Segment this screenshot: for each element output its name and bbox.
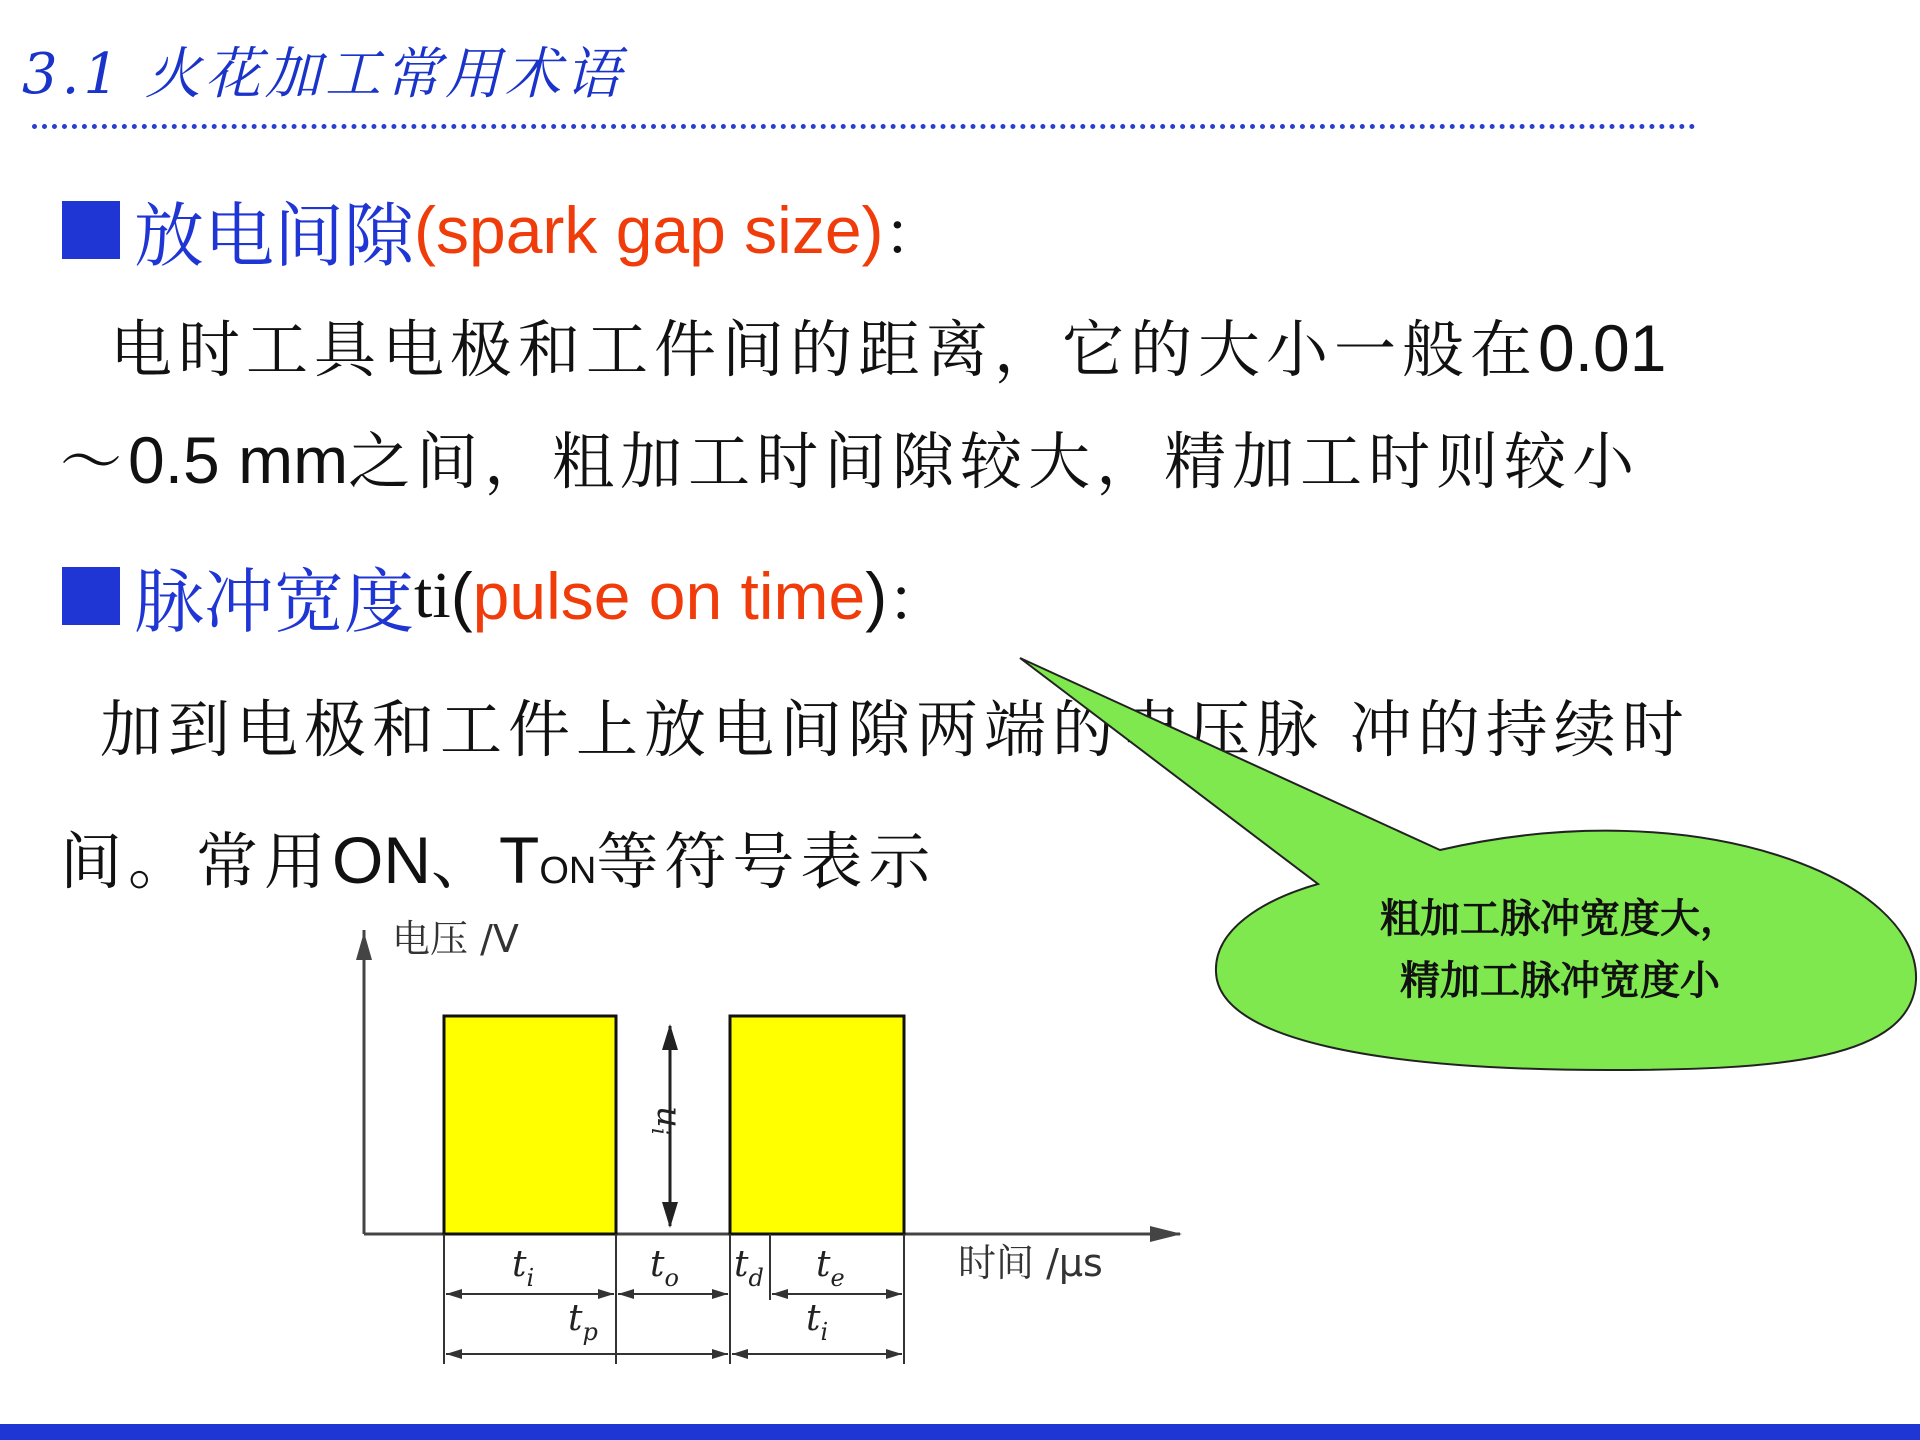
symbol-on: ON xyxy=(332,823,432,897)
slide-title: 3.1 火花加工常用术语 xyxy=(22,42,625,107)
pulse-width-close-paren: ) xyxy=(865,559,888,633)
pulse-1 xyxy=(444,1016,616,1234)
spark-gap-desc-1: 电时工具电极和工件间的距离，它的大小一般在 xyxy=(110,313,1539,386)
pulse-width-colon: ： xyxy=(887,566,948,636)
pulse-diagram xyxy=(356,912,1190,1382)
amplitude-label: ui xyxy=(646,1106,689,1135)
label-td: $t_d$ xyxy=(734,1244,764,1292)
callout-line-2: 精加工脉冲宽度小 xyxy=(1400,958,1720,1004)
spark-gap-en: spark gap size xyxy=(435,193,862,267)
symbol-t: T xyxy=(499,823,540,897)
spark-gap-cn: 放电间隙 xyxy=(134,194,414,277)
x-axis-label: 时间 /μs xyxy=(958,1241,1103,1285)
spark-gap-colon: ： xyxy=(883,200,944,270)
spark-gap-open-paren: ( xyxy=(414,193,436,267)
label-te: $t_e$ xyxy=(816,1244,845,1292)
label-tp: $t_p$ xyxy=(568,1298,598,1346)
pulse-2 xyxy=(730,1016,904,1234)
symbol-t-sub: ON xyxy=(539,850,597,892)
pulse-width-symbol: ti xyxy=(414,559,451,632)
spark-gap-close-paren: ) xyxy=(861,193,884,267)
label-ti: $t_i$ xyxy=(512,1244,535,1292)
callout-text xyxy=(1230,888,1890,1012)
callout-line-1: 粗加工脉冲宽度大， xyxy=(1380,896,1740,942)
y-axis-label: 电压 /V xyxy=(392,917,519,961)
symbol-separator: 、 xyxy=(431,825,500,898)
pulse-width-en: pulse on time xyxy=(472,559,866,633)
spark-gap-max-value: 0.5 mm xyxy=(128,423,349,497)
pulse-width-desc-b: 等符号表示 xyxy=(596,825,937,898)
bottom-bar xyxy=(0,1424,1920,1440)
pulse-width-line-1: 加到电极和工件上放电间隙两端的电压脉 冲的持续时 xyxy=(100,693,1690,766)
pulse-width-open-paren: ( xyxy=(450,559,473,633)
pulse-width-cn: 脉冲宽度 xyxy=(134,560,414,643)
label-ti-2: $t_i$ xyxy=(806,1298,829,1346)
spark-gap-desc-2: 之间，粗加工时间隙较大，精加工时则较小 xyxy=(348,425,1641,498)
spark-gap-min-value: 0.01 xyxy=(1538,311,1667,385)
label-to: $t_o$ xyxy=(650,1244,679,1292)
tilde: ～ xyxy=(60,425,129,498)
pulse-width-desc-a: 间。常用 xyxy=(60,825,333,898)
